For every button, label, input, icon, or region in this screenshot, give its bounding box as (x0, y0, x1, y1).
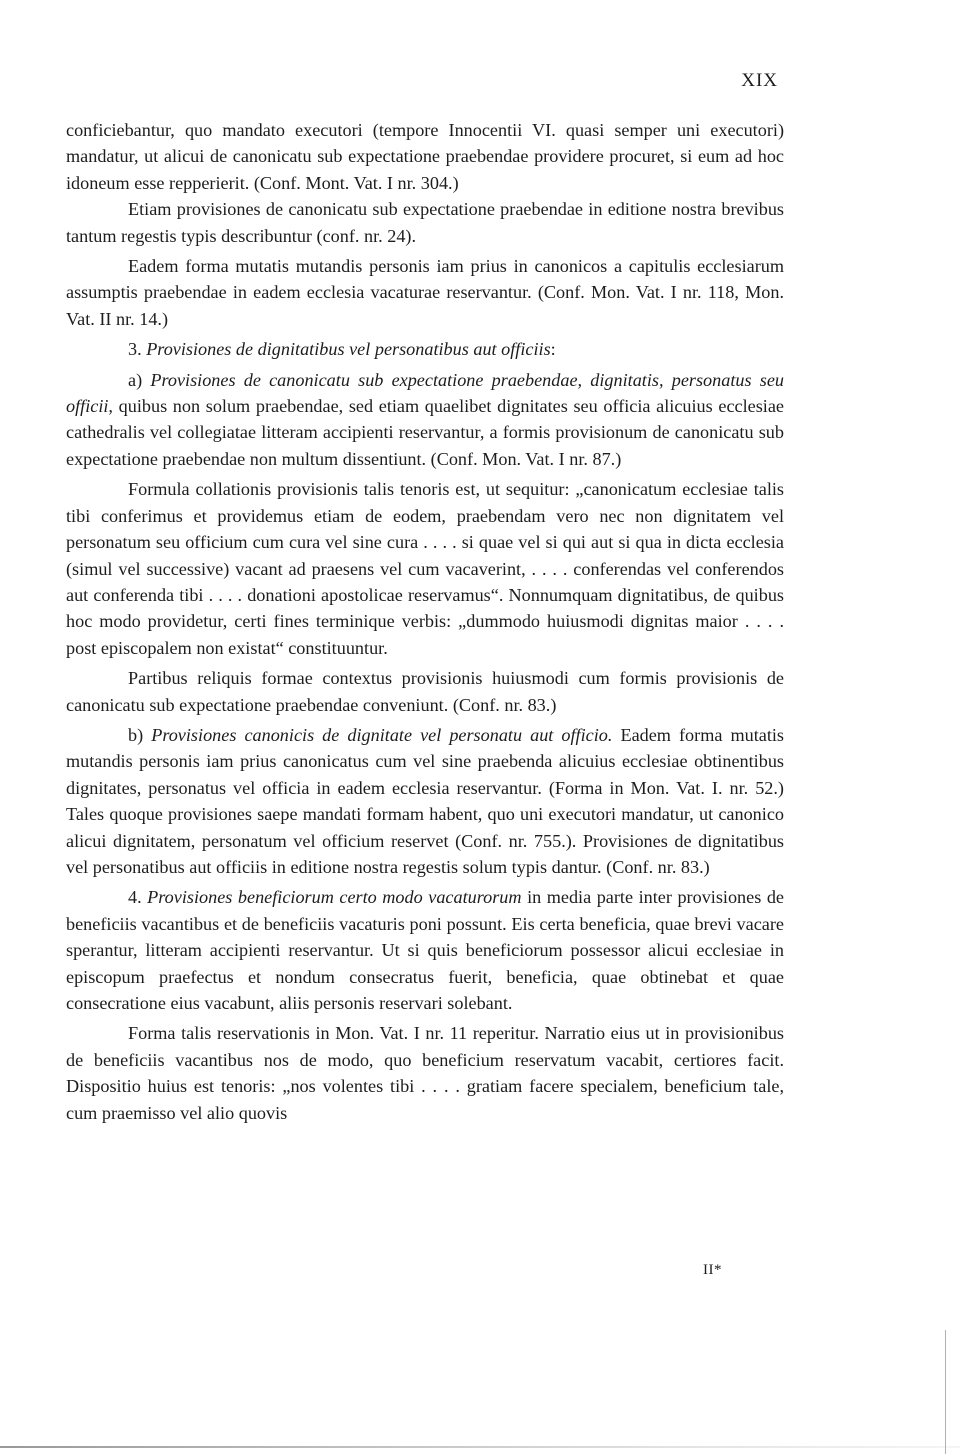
subsection-letter-b: b) (128, 724, 144, 745)
section-4-italic: Provisiones beneficiorum certo modo vacaturorum (147, 887, 522, 908)
paragraph-4 (66, 884, 784, 1016)
section-number-4: 4. (128, 887, 142, 908)
paragraph-forma-talis: Forma talis reservationis in Mon. Vat. I nr. 11 reperitur. Narratio eius ut in provisionibus de beneficiis vacantibus nos de modo, quo beneficium reservatum vacabit, certiores facit. Dispositio huius est tenoris: „nos volentes tibi . . . . gratiam facere specialem, beneficium tale, cum praemisso vel alio quovis (66, 1023, 784, 1123)
subsection-b-italic: Provisiones canonicis de dignitate vel personatu aut officio. (151, 724, 613, 745)
section-4-text: in media parte inter provisiones de beneficiis vacantibus et de beneficiis vacaturis poni possunt. Eis certa beneficia, quae brevi vacare sperantur, litteram accipienti reservantur. Ut si quis beneficiorum possessor alicui ecclesiae in episcopum praefectus et nondum consecratus fuerit, beneficia, quae obtinebat et quae consecratione eius vacabunt, aliis personis reservari solebant. (66, 887, 785, 1013)
subsection-b-text: Eadem forma mutatis mutandis personis iam prius canonicatus cum vel sine praebenda alicuius ecclesiae obtinentibus dignitates, personatus vel officia in eadem ecclesia reservantur. (Forma in Mon. Vat. I. nr. 52.) Tales quoque provisiones saepe mandati formam habent, quo uni executori mandatur, ut canonico alicui dignitatem, personatum vel officium reservet (Conf. nr. 755.). Provisiones de dignitatibus vel personatibus aut officiis in editione nostra regestis solum typis dantur. (Conf. nr. 83.) (66, 724, 784, 877)
subsection-letter-a: a) (128, 369, 143, 390)
paragraph-formula: Formula collationis provisionis talis tenoris est, ut sequitur: „canonicatum ecclesiae talis tibi conferimus et providemus etiam de eodem, praebendam vero nec non dignitatem vel personatum seu officium cum cura vel sine cura . . . . si quae vel si qui aut si qua in dicta ecclesia (simul vel successive) vacant ad praesens vel cum vacaverint, . . . . conferendas vel conferendos aut conferenda tibi . . . . donationi apostolicae reservamus“. Nonnumquam dignitatibus, de quibus hoc modo providetur, certi fines terminique verbis: „dummodo huiusmodi dignitas maior . . . . post episcopalem non existat“ constituuntur. (66, 479, 784, 658)
page-number: XIX (741, 70, 778, 91)
subsection-a-text: quibus non solum praebendae, sed etiam quaelibet dignitates seu officia alicuius ecclesiae cathedralis vel collegiatae litteram accipienti reservantur, a formis provisionum de canonicatu sub expectatione praebendae non multum dissentiunt. (Conf. Mon. Vat. I nr. 87.) (66, 396, 785, 469)
paragraph-partibus: Partibus reliquis formae contextus provisionis huiusmodi cum formis provisionis de canonicatu sub expectatione praebendae conveniunt. (Conf. nr. 83.) (66, 668, 784, 715)
page-edge-right-line (945, 1330, 946, 1454)
body-text (66, 117, 784, 1126)
section-heading-3 (66, 336, 784, 362)
section-number: 3. (128, 339, 142, 360)
paragraph-a (66, 367, 784, 473)
paragraph-b (66, 722, 784, 880)
paragraph-1: conficiebantur, quo mandato executori (tempore Innocentii VI. quasi semper uni executori) mandatur, ut alicui de canonicatu sub expectatione praebendae providere procuret, si eum ad hoc idoneum esse repperierit. (Conf. Mont. Vat. I nr. 304.) (66, 120, 784, 193)
section-heading-italic: Provisiones de dignitatibus vel personatibus aut officiis (146, 339, 551, 360)
signature-mark: II* (703, 1262, 722, 1278)
section-heading-colon: : (550, 339, 556, 360)
page-edge-line (0, 1446, 960, 1448)
paragraph-3: Eadem forma mutatis mutandis personis iam prius in canonicos a capitulis ecclesiarum assumptis praebendae in eadem ecclesia vacaturae reservantur. (Conf. Mon. Vat. I nr. 118, Mon. Vat. II nr. 14.) (66, 256, 784, 329)
subsection-a-italic: Provisiones de canonicatu sub expectatione praebendae, dignitatis, personatus seu officii, (66, 369, 784, 417)
paragraph-2: Etiam provisiones de canonicatu sub expectatione praebendae in editione nostra brevibus tantum regestis typis describuntur (conf. nr. 24). (66, 199, 784, 246)
